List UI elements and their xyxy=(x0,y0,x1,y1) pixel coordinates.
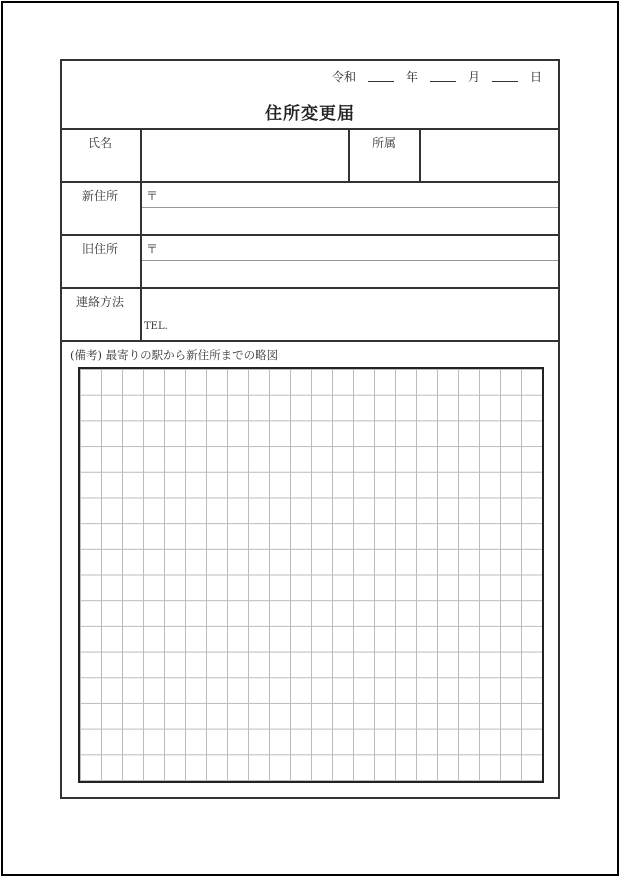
old-address-field[interactable] xyxy=(142,261,558,287)
year-blank[interactable] xyxy=(368,71,394,82)
day-label: 日 xyxy=(529,70,542,84)
affiliation-field[interactable] xyxy=(421,130,558,181)
affiliation-divider-left xyxy=(348,128,350,181)
tel-label: TEL. xyxy=(144,321,168,332)
address-change-form xyxy=(60,59,560,799)
affiliation-label: 所属 xyxy=(372,136,397,150)
era-label: 令和 xyxy=(331,70,356,84)
divider-contact xyxy=(62,340,558,342)
date-row xyxy=(332,68,542,85)
new-address-field[interactable] xyxy=(142,208,558,234)
new-address-label: 新住所 xyxy=(82,189,119,203)
new-postal-field[interactable] xyxy=(162,183,558,207)
old-postal-mark: 〒 xyxy=(146,242,159,256)
name-field[interactable] xyxy=(142,130,348,181)
new-postal-mark: 〒 xyxy=(146,189,159,203)
name-label: 氏名 xyxy=(88,136,113,150)
day-blank[interactable] xyxy=(492,71,518,82)
contact-field[interactable] xyxy=(142,289,558,340)
remarks-label: (備考) 最寄りの駅から新住所までの略図 xyxy=(70,348,279,362)
old-postal-field[interactable] xyxy=(162,236,558,260)
map-sketch-grid[interactable] xyxy=(78,367,544,783)
month-blank[interactable] xyxy=(430,71,456,82)
old-address-label: 旧住所 xyxy=(82,242,119,256)
year-label: 年 xyxy=(405,70,418,84)
form-title: 住所変更届 xyxy=(265,104,355,124)
month-label: 月 xyxy=(467,70,480,84)
contact-label: 連絡方法 xyxy=(76,295,125,309)
